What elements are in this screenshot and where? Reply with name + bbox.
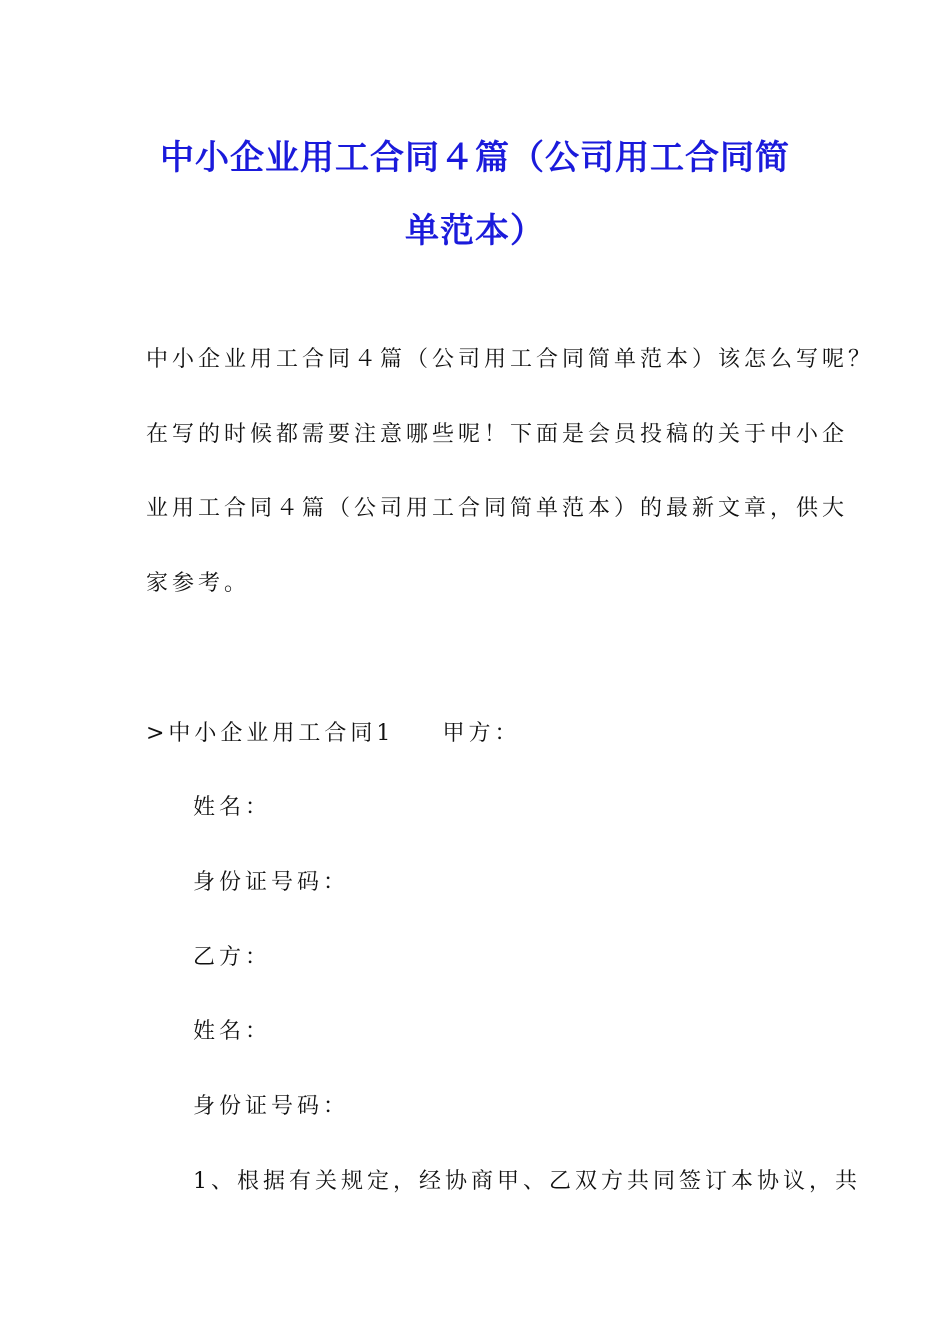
section-heading-row bbox=[146, 720, 520, 748]
field-name-party-a: 姓名： bbox=[193, 795, 272, 820]
intro-paragraph-line-3: 业用工合同４篇（公司用工合同简单范本）的最新文章，供大 bbox=[146, 496, 849, 521]
section-heading: >中小企业用工合同1 bbox=[146, 721, 395, 746]
intro-paragraph-line-4: 家参考。 bbox=[146, 571, 251, 596]
field-id-party-a: 身份证号码： bbox=[193, 870, 350, 895]
document-title-line-2: 单范本） bbox=[405, 211, 545, 251]
intro-paragraph-line-1: 中小企业用工合同４篇（公司用工合同简单范本）该怎么写呢？ bbox=[146, 347, 875, 372]
field-name-party-b: 姓名： bbox=[193, 1019, 272, 1044]
party-a-label: 甲方： bbox=[442, 721, 521, 746]
document-title-line-1: 中小企业用工合同４篇（公司用工合同简 bbox=[160, 138, 790, 178]
field-id-party-b: 身份证号码： bbox=[193, 1094, 350, 1119]
party-b-label: 乙方： bbox=[193, 945, 272, 970]
intro-paragraph-line-2: 在写的时候都需要注意哪些呢！下面是会员投稿的关于中小企 bbox=[146, 422, 849, 447]
clause-1-text: 1、根据有关规定，经协商甲、乙双方共同签订本协议，共 bbox=[193, 1169, 861, 1194]
